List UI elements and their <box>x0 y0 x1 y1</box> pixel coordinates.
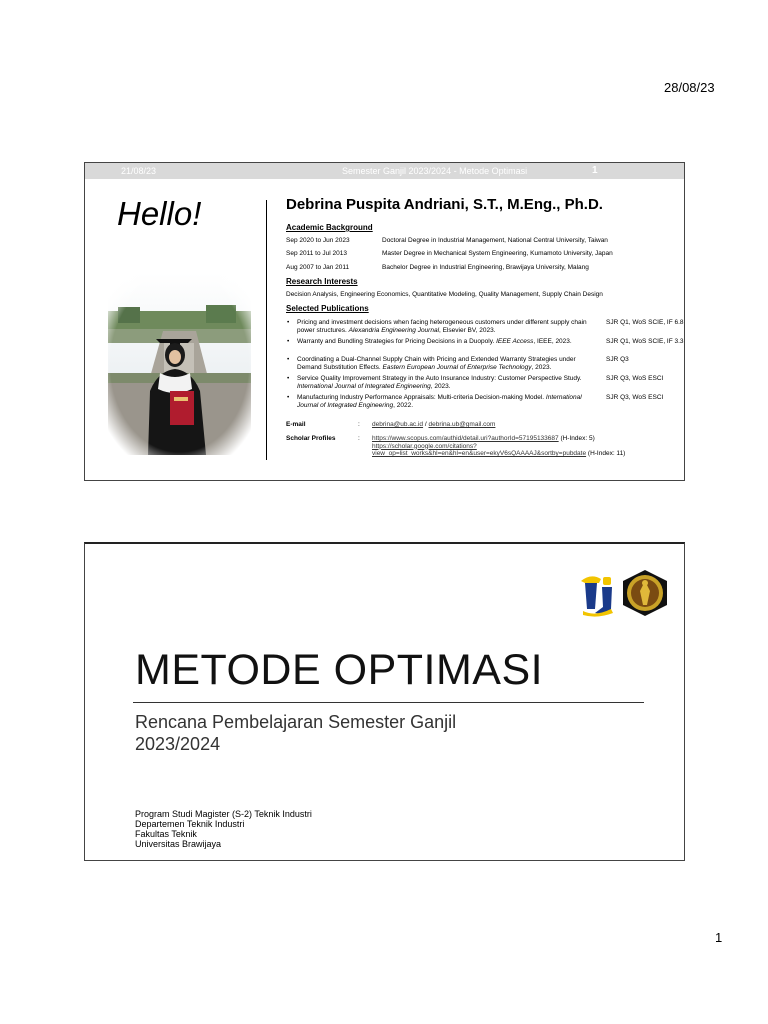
google-scholar-link-cont[interactable]: view_op=list_works&hl=en&hl=en&user=ekyV6sQAAAAJ&sortby=pubdate <box>372 450 587 457</box>
email-values: debrina@ub.ac.id / debrina.ub@gmail.com <box>372 421 496 428</box>
course-subtitle: Rencana Pembelajaran Semester Ganjil 2023/2024 <box>135 712 457 754</box>
slide-header-bar <box>85 163 685 179</box>
page-number: 1 <box>715 930 723 945</box>
publication-4: • Service Quality Improvement Strategy in the Auto Insurance Industry: Customer Perspective Study. International Journal of Integrated Engineering, 2023. <box>297 375 597 390</box>
title-underline <box>133 702 644 703</box>
publication-4-index: SJR Q3, WoS ESCI <box>606 375 664 382</box>
department-line: Departemen Teknik Industri <box>135 819 245 829</box>
slide-1 <box>84 162 685 481</box>
profile-photo <box>108 273 251 455</box>
ti-logo <box>581 569 617 617</box>
publication-2: • Warranty and Bundling Strategies for Pricing Decisions in a Duopoly. IEEE Access, IEEE, 2023. <box>297 338 597 346</box>
university-line: Universitas Brawijaya <box>135 839 222 849</box>
academic-period-2: Sep 2011 to Jul 2013 <box>286 250 347 257</box>
program-line: Program Studi Magister (S-2) Teknik Industri <box>135 809 312 819</box>
scholar-links: https://www.scopus.com/authid/detail.uri?authorId=57195133687 (H-Index: 5) https://scholar.google.com/citations? view_op=list_works&hl=en&hl=en&user=ekyV6sQAAAAJ&sortby=pubdate (H-Index: 11) <box>372 435 626 457</box>
hello-heading: Hello! <box>117 195 202 232</box>
scholar-label: Scholar Profiles <box>286 435 336 442</box>
slide-header-title: Semester Ganjil 2023/2024 - Metode Optimasi <box>342 166 528 176</box>
email-colon: : <box>358 421 360 428</box>
email-label: E-mail <box>286 421 306 428</box>
academic-degree-2: Master Degree in Mechanical System Engineering, Kumamoto University, Japan <box>382 250 613 257</box>
divider-line <box>266 200 267 460</box>
slide-header-number: 1 <box>592 165 598 176</box>
academic-heading: Academic Background <box>286 223 373 232</box>
email-link-2[interactable]: debrina.ub@gmail.com <box>428 421 496 428</box>
publication-3: • Coordinating a Dual-Channel Supply Chain with Pricing and Extended Warranty Strategies under Demand Substitution Effects. Eastern European Journal of Enterprise Technology, 2023. <box>297 356 597 371</box>
slide-2 <box>84 542 685 861</box>
page-date: 28/08/23 <box>664 80 715 95</box>
email-link-1[interactable]: debrina@ub.ac.id <box>372 421 424 428</box>
publication-5: • Manufacturing Industry Performance Appraisals: Multi-criteria Decision-making Model. International Journal of Integrated Engineering, 2022. <box>297 394 597 409</box>
lecturer-name: Debrina Puspita Andriani, S.T., M.Eng., Ph.D. <box>286 196 603 213</box>
publication-3-index: SJR Q3 <box>606 356 629 363</box>
faculty-line: Fakultas Teknik <box>135 829 197 839</box>
publication-5-index: SJR Q3, WoS ESCI <box>606 394 664 401</box>
publication-1: • Pricing and investment decisions when facing heterogeneous customers under different supply chain power structures. Alexandria Engineering Journal, Elsevier BV, 2023. <box>297 319 597 334</box>
academic-degree-1: Doctoral Degree in Industrial Management, National Central University, Taiwan <box>382 237 608 244</box>
publication-2-index: SJR Q1, WoS SCIE, IF 3.3 <box>606 338 684 345</box>
ub-seal-logo <box>620 569 670 617</box>
scopus-link[interactable]: https://www.scopus.com/authid/detail.uri?authorId=57195133687 <box>372 435 559 442</box>
publication-1-index: SJR Q1, WoS SCIE, IF 6.8 <box>606 319 684 326</box>
research-heading: Research Interests <box>286 277 358 286</box>
research-interests: Decision Analysis, Engineering Economics, Quantitative Modeling, Quality Management, Supply Chain Design <box>286 291 603 298</box>
academic-period-3: Aug 2007 to Jan 2011 <box>286 264 350 271</box>
course-title: METODE OPTIMASI <box>135 646 544 694</box>
institution-info <box>135 809 312 849</box>
academic-period-1: Sep 2020 to Jun 2023 <box>286 237 350 244</box>
slide-header-date: 21/08/23 <box>121 166 157 176</box>
google-scholar-link[interactable]: https://scholar.google.com/citations? <box>372 442 477 450</box>
academic-degree-3: Bachelor Degree in Industrial Engineering, Brawijaya University, Malang <box>382 264 589 271</box>
publications-heading: Selected Publications <box>286 304 369 313</box>
scholar-colon: : <box>358 435 360 442</box>
